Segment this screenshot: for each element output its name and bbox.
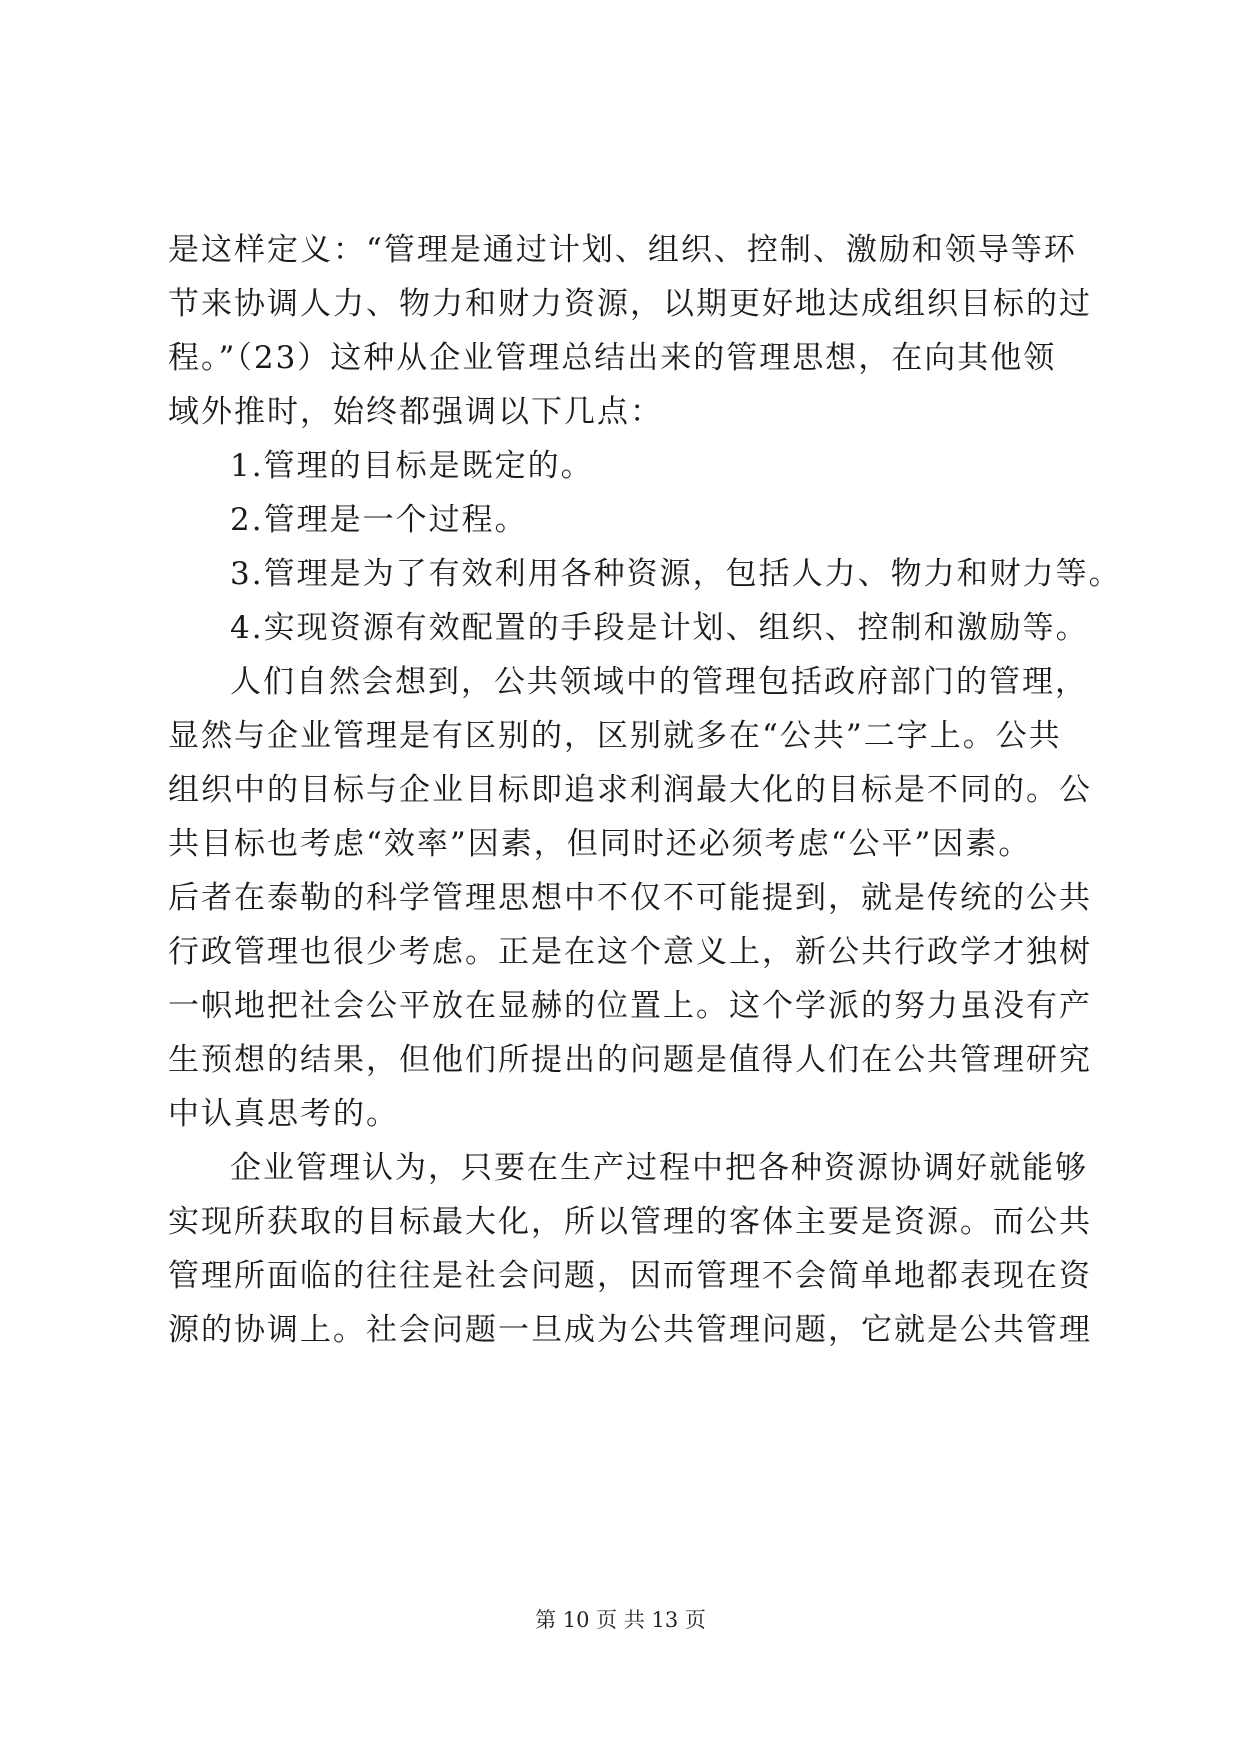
list-item: 3.管理是为了有效利用各种资源，包括人力、物力和财力等。 xyxy=(230,556,1122,592)
list-item: 1.管理的目标是既定的。 xyxy=(230,448,594,484)
text-line: 组织中的目标与企业目标即追求利润最大化的目标是不同的。公 xyxy=(168,772,1092,808)
list-item: 4.实现资源有效配置的手段是计划、组织、控制和激励等。 xyxy=(230,610,1089,646)
paragraph-start: 人们自然会想到，公共领域中的管理包括政府部门的管理， xyxy=(230,664,1088,700)
text-line: 中认真思考的。 xyxy=(168,1096,399,1132)
text-line: 源的协调上。社会问题一旦成为公共管理问题，它就是公共管理 xyxy=(168,1312,1092,1348)
list-item: 2.管理是一个过程。 xyxy=(230,502,528,538)
text-line: 共目标也考虑“效率”因素，但同时还必须考虑“公平”因素。 xyxy=(168,826,1032,862)
text-line: 一帜地把社会公平放在显赫的位置上。这个学派的努力虽没有产 xyxy=(168,988,1092,1024)
text-line: 节来协调人力、物力和财力资源，以期更好地达成组织目标的过 xyxy=(168,286,1092,322)
text-line: 行政管理也很少考虑。正是在这个意义上，新公共行政学才独树 xyxy=(168,934,1092,970)
page-footer: 第 10 页 共 13 页 xyxy=(535,1608,706,1632)
text-line: 实现所获取的目标最大化，所以管理的客体主要是资源。而公共 xyxy=(168,1204,1092,1240)
text-line: 域外推时，始终都强调以下几点： xyxy=(168,394,663,430)
paragraph-start: 企业管理认为，只要在生产过程中把各种资源协调好就能够 xyxy=(230,1150,1088,1186)
text-line: 显然与企业管理是有区别的，区别就多在“公共”二字上。公共 xyxy=(168,718,1062,754)
text-line: 是这样定义：“管理是通过计划、组织、控制、激励和领导等环 xyxy=(168,232,1077,268)
text-line: 生预想的结果，但他们所提出的问题是值得人们在公共管理研究 xyxy=(168,1042,1092,1078)
text-line: 管理所面临的往往是社会问题，因而管理不会简单地都表现在资 xyxy=(168,1258,1092,1294)
text-line: 程。”（23）这种从企业管理总结出来的管理思想，在向其他领 xyxy=(168,340,1057,376)
text-line: 后者在泰勒的科学管理思想中不仅不可能提到，就是传统的公共 xyxy=(168,880,1092,916)
